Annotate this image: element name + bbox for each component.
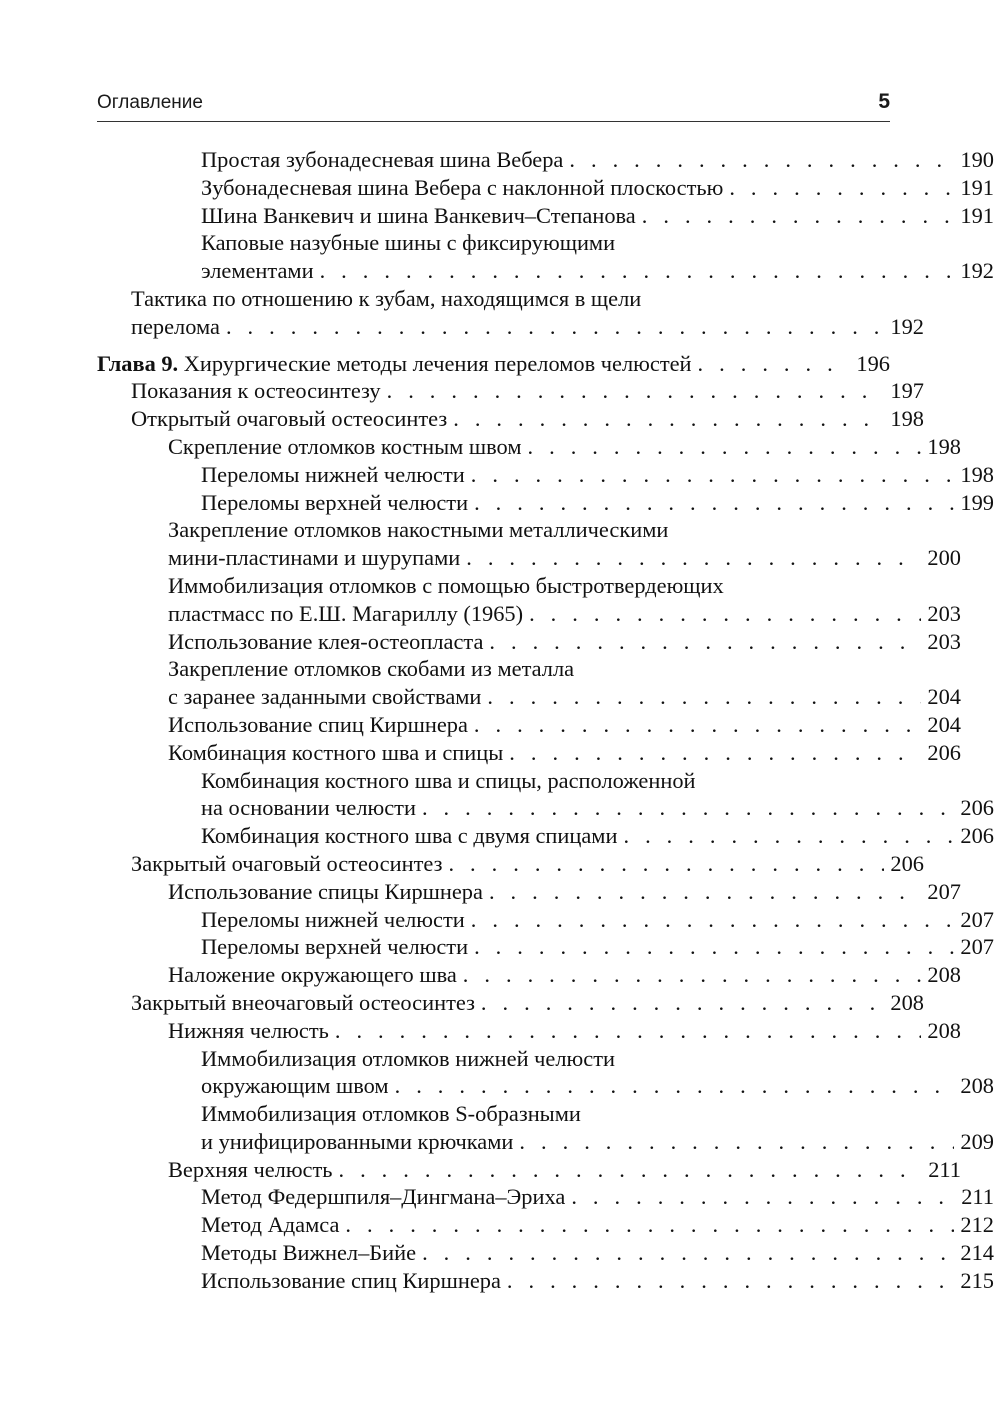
toc-entry-final-line [201,1239,994,1267]
toc-entry-title-text: с заранее заданными свойствами [168,684,482,710]
toc-entry-title-text: Метод Федершпиля–Дингмана–Эриха [201,1184,566,1210]
toc-entry-title-text: Простая зубонадесневая шина Вебера [201,147,564,172]
toc-entry-final-line [131,850,924,878]
toc-page-number: 208 [890,989,924,1015]
dot-leader [320,257,954,285]
toc-entry-title-text: Верхняя челюсть [168,1156,333,1182]
toc-entry-title [168,711,468,739]
toc-entry[interactable] [97,906,994,934]
table-of-contents [97,146,994,1295]
dot-leader [507,1267,954,1295]
toc-entry-title [201,933,468,961]
toc-entry-final-line [168,878,961,906]
toc-entry-title-text: Переломы верхней челюсти [201,934,469,960]
toc-entry-title-text: Переломы верхней челюсти [201,489,469,515]
toc-entry-title-text: и унифицированными крючками [201,1128,514,1154]
toc-entry-title [131,377,381,405]
toc-entry[interactable] [97,822,994,850]
toc-entry[interactable] [97,433,961,461]
toc-entry-title-text: Скрепление отломков костным швом [168,433,522,459]
toc-entry-title-text: пластмасс по Е.Ш. Магариллу (1965) [168,600,524,626]
toc-entry-title [201,1267,501,1295]
toc-entry-title [201,1211,339,1239]
toc-entry[interactable] [97,285,924,341]
toc-entry-final-line [201,933,994,961]
toc-entry-title [168,628,483,656]
toc-entry-final-line [201,489,994,517]
toc-entry[interactable] [97,489,994,517]
toc-entry[interactable] [97,229,994,285]
toc-entry-title-text: окружающим швом [201,1073,389,1099]
dot-leader [226,313,884,341]
toc-entry[interactable] [97,1045,994,1101]
toc-entry[interactable] [97,202,994,230]
toc-entry-final-line [201,146,994,174]
header-divider [97,121,890,122]
toc-entry-final-line [131,377,924,405]
toc-page-number: 215 [960,1267,994,1293]
toc-entry[interactable] [97,1100,994,1156]
toc-entry-final-line [201,822,994,850]
toc-entry-final-line [201,1267,994,1295]
toc-entry-final-line [201,257,994,285]
toc-entry-title [201,202,636,230]
toc-page-number: 192 [890,313,924,339]
toc-entry-text-line: Каповые назубные шины с фиксирующими [201,230,616,256]
dot-leader [481,989,884,1017]
toc-entry-final-line [168,739,961,767]
toc-page-number: 212 [960,1212,994,1238]
toc-entry-final-line [131,405,924,433]
toc-page-number: 208 [960,1073,994,1099]
toc-entry[interactable] [97,1183,994,1211]
toc-entry-title-text: мини-пластинами и шурупами [168,545,461,571]
toc-entry[interactable] [97,146,994,174]
dot-leader [471,906,954,934]
toc-entry[interactable] [97,961,961,989]
dot-leader [569,146,954,174]
toc-entry-title [168,1017,329,1045]
toc-page-number: 206 [890,850,924,876]
toc-entry-title-text: Методы Вижнел–Бийе [201,1240,417,1266]
toc-page-number: 208 [927,1017,961,1043]
toc-entry-title-text: Использование спиц Киршнера [168,711,468,737]
toc-entry-final-line [97,350,890,378]
toc-entry-final-line [168,1017,961,1045]
toc-page-number: 211 [928,1156,961,1182]
toc-page-number: 204 [927,711,961,737]
toc-entry-title [131,989,475,1017]
toc-page-number: 211 [961,1184,994,1210]
toc-page-number: 200 [927,545,961,571]
toc-entry-text-line: Иммобилизация отломков нижней челюсти [201,1045,615,1071]
toc-entry[interactable] [97,405,924,433]
toc-entry-title-text: Шина Ванкевич и шина Ванкевич–Степанова [201,202,636,228]
section-gap [97,341,890,350]
dot-leader [395,1072,954,1100]
toc-entry-title [201,1183,565,1211]
toc-page-number: 191 [960,174,994,200]
toc-page-number: 206 [960,795,994,821]
toc-entry-title [201,461,465,489]
toc-entry-title [168,600,523,628]
toc-page-number: 197 [890,378,924,404]
toc-entry-title [131,850,442,878]
toc-page-number: 214 [960,1240,994,1266]
toc-entry-title-text: Комбинация костного шва с двумя спицами [201,823,618,849]
toc-entry-title-text: Использование спицы Киршнера [168,878,483,904]
toc-page-number: 206 [927,739,961,765]
toc-entry[interactable] [97,933,994,961]
toc-entry-title-text: Показания к остеосинтезу [131,378,381,404]
toc-entry-title-text: перелома [131,313,220,339]
toc-page-number: 203 [927,628,961,654]
toc-entry-title [131,405,447,433]
toc-entry-text-line: Иммобилизация отломков S-образными [201,1101,581,1127]
toc-page-number: 196 [856,350,890,376]
dot-leader [489,878,921,906]
toc-entry-title-text: Наложение окружающего шва [168,962,457,988]
toc-entry-title-text: Закрытый внеочаговый остеосинтез [131,989,475,1015]
running-header-title: Оглавление [97,92,203,113]
toc-page-number: 206 [960,823,994,849]
dot-leader [698,350,850,378]
dot-leader [422,794,954,822]
dot-leader [487,683,921,711]
dot-leader [529,600,921,628]
chapter-label: Глава 9. [97,350,179,376]
toc-entry-title [168,878,483,906]
toc-page-number: 190 [960,147,994,172]
toc-entry-title [168,739,503,767]
toc-entry-title-text: Комбинация костного шва и спицы [168,739,504,765]
dot-leader [571,1183,954,1211]
toc-entry[interactable] [97,878,961,906]
dot-leader [466,544,921,572]
toc-entry-final-line [131,989,924,1017]
toc-page-number: 199 [960,489,994,515]
toc-page-number: 209 [960,1128,994,1154]
toc-entry-title-text: элементами [201,258,314,284]
toc-entry-title [201,1128,513,1156]
toc-entry-text-line: Тактика по отношению к зубам, находящимся в щели [131,285,642,311]
toc-entry[interactable] [97,350,890,378]
dot-leader [463,961,921,989]
toc-entry[interactable] [97,572,961,628]
toc-entry-title [201,1239,416,1267]
toc-entry[interactable] [97,1156,961,1184]
dot-leader [519,1128,954,1156]
toc-entry-title-text: Использование клея-остеопласта [168,628,484,654]
toc-entry-final-line [168,628,961,656]
toc-entry-title [201,489,468,517]
toc-page-number: 198 [890,406,924,432]
toc-entry[interactable] [97,516,961,572]
toc-entry-title [168,961,457,989]
toc-entry-final-line [201,1128,994,1156]
toc-entry-title [131,313,220,341]
toc-page-number: 207 [960,906,994,932]
toc-entry-title [168,544,460,572]
toc-entry-title [168,433,522,461]
toc-entry-final-line [168,683,961,711]
dot-leader [474,711,921,739]
toc-entry-title [201,257,314,285]
toc-entry[interactable] [97,989,924,1017]
toc-entry-title [97,350,692,378]
toc-entry-title [201,794,416,822]
toc-entry-final-line [168,711,961,739]
toc-entry[interactable] [97,1267,994,1295]
toc-entry-title-text: Переломы нижней челюсти [201,906,465,932]
toc-entry-title-text: Закрытый очаговый остеосинтез [131,850,443,876]
toc-entry-title-text: Зубонадесневая шина Вебера с наклонной плоскостью [201,174,724,200]
dot-leader [489,628,921,656]
toc-entry-title-text: Хирургические методы лечения переломов челюстей [178,350,692,376]
toc-entry[interactable] [97,377,924,405]
dot-leader [453,405,884,433]
toc-entry[interactable] [97,174,994,202]
toc-entry-title [201,906,465,934]
dot-leader [729,174,954,202]
dot-leader [422,1239,954,1267]
toc-entry-final-line [201,794,994,822]
dot-leader [387,377,884,405]
toc-entry-final-line [201,1211,994,1239]
toc-entry-final-line [168,544,961,572]
toc-entry-title-text: Метод Адамса [201,1212,340,1238]
toc-entry[interactable] [97,850,924,878]
dot-leader [528,433,922,461]
dot-leader [448,850,884,878]
toc-entry-title-text: Переломы нижней челюсти [201,461,465,487]
toc-entry[interactable] [97,1211,994,1239]
toc-entry-title [201,174,723,202]
toc-entry-text-line: Иммобилизация отломков с помощью быстротвердеющих [168,572,724,598]
toc-entry[interactable] [97,711,961,739]
dot-leader [345,1211,954,1239]
toc-entry-final-line [201,202,994,230]
toc-entry-title [201,822,617,850]
toc-page-number: 207 [960,934,994,960]
toc-entry-text-line: Закрепление отломков скобами из металла [168,656,575,682]
toc-entry[interactable] [97,1017,961,1045]
toc-entry[interactable] [97,767,994,823]
dot-leader [471,461,954,489]
dot-leader [474,933,954,961]
toc-entry-final-line [201,174,994,202]
toc-page-number: 198 [927,433,961,459]
toc-entry[interactable] [97,461,994,489]
toc-entry[interactable] [97,655,961,711]
dot-leader [509,739,921,767]
toc-entry-title-text: на основании челюсти [201,795,416,821]
toc-entry-final-line [201,906,994,934]
dot-leader [623,822,954,850]
toc-page-number: 204 [927,684,961,710]
toc-page-number: 207 [927,878,961,904]
toc-entry-text-line: Комбинация костного шва и спицы, расположенной [201,767,696,793]
toc-entry-final-line [168,961,961,989]
toc-entry-text-line: Закрепление отломков накостными металлическими [168,517,669,543]
toc-entry-final-line [201,1183,994,1211]
page-number: 5 [878,90,890,113]
toc-entry-title [201,1072,389,1100]
running-header [97,92,890,118]
dot-leader [338,1156,921,1184]
toc-entry[interactable] [97,1239,994,1267]
toc-entry[interactable] [97,739,961,767]
toc-entry-title [168,683,481,711]
toc-entry-title-text: Использование спиц Киршнера [201,1267,501,1293]
toc-entry-title [201,146,563,174]
toc-entry-title [168,1156,332,1184]
toc-entry-final-line [131,313,924,341]
toc-page-number: 191 [960,202,994,228]
toc-entry-final-line [168,433,961,461]
dot-leader [642,202,954,230]
dot-leader [335,1017,921,1045]
toc-page-number: 198 [960,461,994,487]
toc-page-number: 203 [927,600,961,626]
toc-entry-final-line [168,600,961,628]
toc-entry-final-line [201,1072,994,1100]
toc-entry-title-text: Нижняя челюсть [168,1017,329,1043]
toc-page-number: 192 [960,258,994,284]
toc-page-number: 208 [927,962,961,988]
toc-entry-final-line [168,1156,961,1184]
toc-entry[interactable] [97,628,961,656]
toc-entry-title-text: Открытый очаговый остеосинтез [131,406,448,432]
toc-entry-final-line [201,461,994,489]
dot-leader [474,489,954,517]
